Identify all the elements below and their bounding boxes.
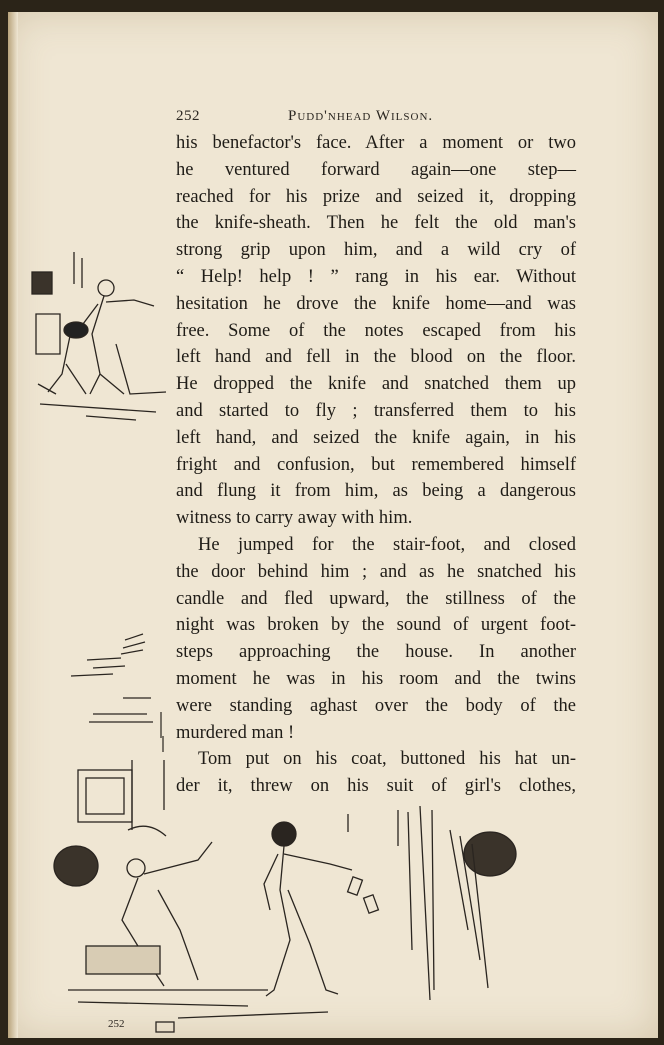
text-line: moment he was in his room and the twins [176, 669, 576, 689]
text-line: night was broken by the sound of urgent foot- [176, 615, 576, 636]
text-line: murdered man ! [176, 722, 295, 743]
book-page [8, 12, 658, 1038]
text-line: “ Help! help ! ” rang in his ear. Without [176, 267, 576, 287]
text-line: the knife-sheath. Then he felt the old man's [176, 213, 576, 234]
text-line: der it, threw on his suit of girl's clothes, [176, 775, 576, 796]
text-line: fright and confusion, but remembered himself [176, 454, 576, 475]
text-line: hesitation he drove the knife home—and was [176, 293, 576, 314]
text-line: left hand, and seized the knife again, in his [176, 427, 576, 448]
text-line: his benefactor's face. After a moment or two [176, 133, 576, 153]
text-line: candle and fled upward, the stillness of the [176, 588, 576, 609]
page-number: 252 [176, 108, 200, 124]
running-title: Pudd'nhead Wilson. [288, 108, 434, 124]
text-line: strong grip upon him, and a wild cry of [176, 240, 576, 261]
text-line: He jumped for the stair-foot, and closed [198, 535, 576, 555]
text-line: He dropped the knife and snatched them up [176, 374, 576, 395]
text-line: left hand and fell in the blood on the floor. [176, 347, 576, 368]
page-spine-shadow [8, 12, 18, 1038]
text-line: witness to carry away with him. [176, 508, 413, 529]
illustration-caption: 252 [108, 1018, 125, 1030]
text-line: and flung it from him, as being a dangerous [176, 481, 576, 502]
text-line: he ventured forward again—one step— [176, 159, 576, 180]
text-line: Tom put on his coat, buttoned his hat un- [198, 749, 576, 769]
struggle-illustration [26, 244, 176, 422]
text-line: the door behind him ; and as he snatched his [176, 561, 576, 582]
text-line: were standing aghast over the body of the [176, 695, 576, 716]
text-line: steps approaching the house. In another [176, 642, 576, 663]
text-line: reached for his prize and seized it, dropping [176, 186, 576, 207]
text-line: free. Some of the notes escaped from his [176, 320, 576, 341]
stair-sketch [63, 632, 173, 752]
text-line: and started to fly ; transferred them to his [176, 401, 576, 421]
